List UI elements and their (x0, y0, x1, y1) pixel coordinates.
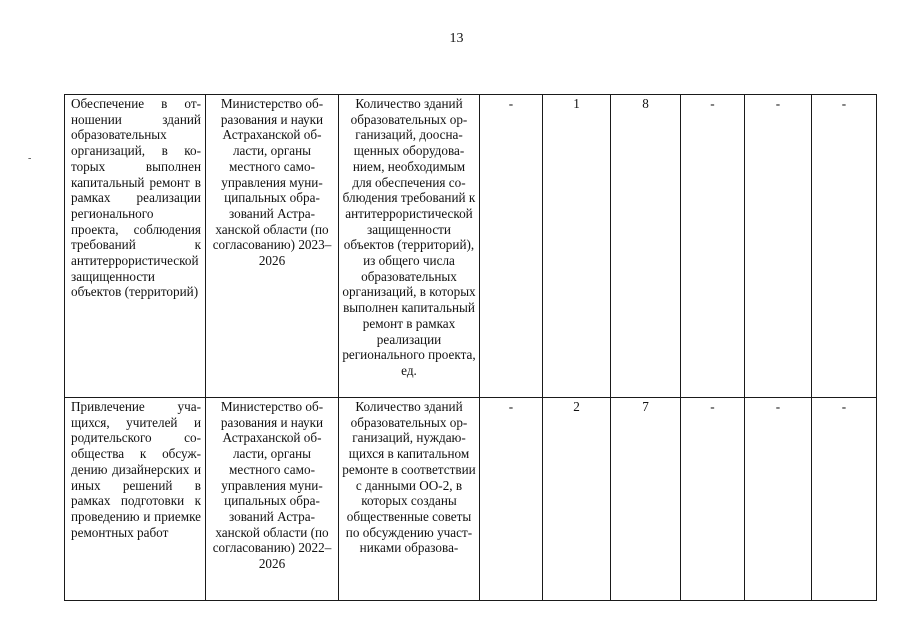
measure-cell: Привлечение учащихся, учителей и родительского сообщества к обсуждению дизайнерских и иных решений в рамках подготовки к проведению и приемке ремонтных работ (65, 398, 206, 601)
measures-table (64, 94, 877, 601)
page-number: 13 (449, 31, 464, 46)
value-cell: 7 (611, 398, 681, 601)
value-cell: - (681, 95, 745, 398)
measure-cell: Обеспечение в отношении зданий образовательных организаций, в которых выполнен капитальный ремонт в рамках реализации регионального проекта, соблюдения требований к антитеррористической защищенности объектов (территорий) (65, 95, 206, 398)
executor-cell: Министерство образования и науки Астраханской области, органы местного самоуправления муниципальных образований Астраханской области (по согласованию) 2023–2026 (206, 95, 339, 398)
value-cell: 1 (543, 95, 611, 398)
value-cell: - (681, 398, 745, 601)
value-cell: 2 (543, 398, 611, 601)
value-cell: - (480, 95, 543, 398)
executor-cell: Министерство образования и науки Астраханской области, органы местного самоуправления муниципальных образований Астраханской области (по согласованию) 2022–2026 (206, 398, 339, 601)
margin-mark: - (28, 153, 32, 164)
table-row (65, 398, 877, 601)
value-cell: - (480, 398, 543, 601)
value-cell: 8 (611, 95, 681, 398)
value-cell: - (745, 95, 812, 398)
table-row (65, 95, 877, 398)
value-cell: - (745, 398, 812, 601)
value-cell: - (812, 95, 877, 398)
value-cell: - (812, 398, 877, 601)
indicator-cell: Количество зданий образовательных организаций, нуждающихся в капитальном ремонте в соответствии с данными ОО-2, в которых созданы общественные советы по обсуждению участниками образова- (339, 398, 480, 601)
indicator-cell: Количество зданий образовательных организаций, дооснащенных оборудованием, необходимым для обеспечения соблюдения требований к антитеррористической защищенности объектов (территорий), из общего числа образовательных организаций, в которых выполнен капитальный ремонт в рамках реализации регионального проекта, ед. (339, 95, 480, 398)
